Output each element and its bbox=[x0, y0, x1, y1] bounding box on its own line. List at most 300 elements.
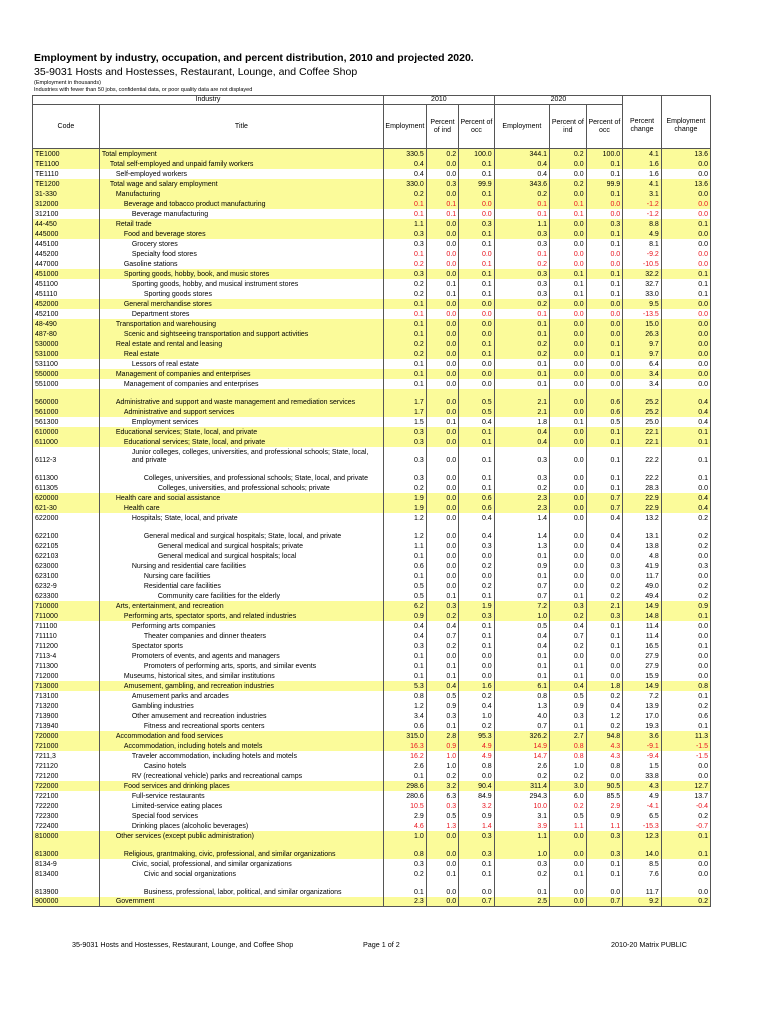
cell-employment-2010: 0.1 bbox=[383, 671, 426, 681]
industry-title: Full-service restaurants bbox=[131, 792, 205, 800]
cell-code: 445100 bbox=[33, 239, 100, 249]
cell-employment-change: 0.1 bbox=[661, 279, 710, 289]
cell-percent-ind-2010: 0.0 bbox=[426, 369, 458, 379]
cell-percent-occ-2010: 0.4 bbox=[459, 513, 495, 523]
cell-title bbox=[99, 219, 383, 229]
cell-percent-change: -9.2 bbox=[623, 249, 662, 259]
table-row bbox=[33, 503, 711, 513]
cell-title bbox=[99, 169, 383, 179]
cell-employment-change: 0.1 bbox=[661, 437, 710, 447]
table-row bbox=[33, 369, 711, 379]
industry-title: Management of companies and enterprises bbox=[115, 370, 251, 378]
cell-code: 713100 bbox=[33, 691, 100, 701]
cell-employment-2020: 6.1 bbox=[494, 681, 549, 691]
table-row bbox=[33, 811, 711, 821]
cell-percent-occ-2010: 0.0 bbox=[459, 299, 495, 309]
cell-code: 711200 bbox=[33, 641, 100, 651]
cell-percent-change: 1.6 bbox=[623, 159, 662, 169]
cell-code: 48-490 bbox=[33, 319, 100, 329]
table-row bbox=[33, 897, 711, 907]
cell-percent-occ-2020: 0.2 bbox=[586, 721, 623, 731]
cell-code: 711300 bbox=[33, 661, 100, 671]
industry-title: Performing arts, spectator sports, and related industries bbox=[123, 612, 297, 620]
cell-percent-occ-2010: 0.1 bbox=[459, 239, 495, 249]
cell-percent-occ-2010: 0.1 bbox=[459, 641, 495, 651]
cell-title bbox=[99, 711, 383, 721]
cell-percent-occ-2010: 0.1 bbox=[459, 437, 495, 447]
cell-percent-ind-2010: 0.1 bbox=[426, 869, 458, 879]
table-row bbox=[33, 513, 711, 523]
cell-percent-change: 22.9 bbox=[623, 503, 662, 513]
cell-employment-2020: 0.4 bbox=[494, 427, 549, 437]
cell-employment-change: 0.0 bbox=[661, 209, 710, 219]
cell-employment-2020: 0.2 bbox=[494, 349, 549, 359]
table-row bbox=[33, 761, 711, 771]
cell-percent-occ-2020: 0.1 bbox=[586, 427, 623, 437]
cell-percent-occ-2020: 0.1 bbox=[586, 631, 623, 641]
cell-employment-2010: 0.4 bbox=[383, 169, 426, 179]
cell-percent-occ-2020: 0.1 bbox=[586, 483, 623, 493]
table-row bbox=[33, 259, 711, 269]
cell-title bbox=[99, 601, 383, 611]
industry-title: Food services and drinking places bbox=[123, 782, 230, 790]
cell-percent-ind-2010: 0.0 bbox=[426, 359, 458, 369]
cell-percent-ind-2020: 0.0 bbox=[550, 513, 587, 523]
cell-percent-ind-2010: 0.0 bbox=[426, 651, 458, 661]
table-row bbox=[33, 771, 711, 781]
table-row bbox=[33, 329, 711, 339]
table-row bbox=[33, 447, 711, 465]
table-row bbox=[33, 631, 711, 641]
cell-employment-2020: 0.2 bbox=[494, 189, 549, 199]
cell-percent-occ-2010: 0.5 bbox=[459, 407, 495, 417]
table-row bbox=[33, 319, 711, 329]
cell-employment-2020: 1.0 bbox=[494, 611, 549, 621]
cell-percent-ind-2020: 0.1 bbox=[550, 269, 587, 279]
table-row bbox=[33, 359, 711, 369]
cell-percent-change: 4.1 bbox=[623, 149, 662, 159]
cell-percent-occ-2010: 0.1 bbox=[459, 189, 495, 199]
cell-title bbox=[99, 189, 383, 199]
cell-employment-change: 0.1 bbox=[661, 269, 710, 279]
cell-code: 710000 bbox=[33, 601, 100, 611]
cell-percent-occ-2010: 84.9 bbox=[459, 791, 495, 801]
table-row bbox=[33, 493, 711, 503]
cell-title bbox=[99, 781, 383, 791]
cell-percent-ind-2010: 0.0 bbox=[426, 561, 458, 571]
cell-percent-occ-2020: 0.0 bbox=[586, 319, 623, 329]
cell-percent-change: 22.9 bbox=[623, 493, 662, 503]
cell-percent-ind-2010: 0.5 bbox=[426, 691, 458, 701]
cell-percent-occ-2020: 0.7 bbox=[586, 503, 623, 513]
cell-percent-ind-2010: 0.5 bbox=[426, 811, 458, 821]
cell-percent-ind-2020: 1.1 bbox=[550, 821, 587, 831]
cell-employment-2020: 0.1 bbox=[494, 319, 549, 329]
cell-code: 8134-9 bbox=[33, 859, 100, 869]
table-row bbox=[33, 289, 711, 299]
cell-employment-2020: 14.9 bbox=[494, 741, 549, 751]
cell-employment-2010: 0.3 bbox=[383, 859, 426, 869]
cell-employment-change: 0.1 bbox=[661, 289, 710, 299]
cell-percent-ind-2010: 0.4 bbox=[426, 681, 458, 691]
cell-percent-ind-2010: 0.0 bbox=[426, 427, 458, 437]
cell-code: 611305 bbox=[33, 483, 100, 493]
cell-percent-occ-2020: 0.1 bbox=[586, 189, 623, 199]
cell-employment-change: 0.0 bbox=[661, 359, 710, 369]
cell-percent-change: 3.1 bbox=[623, 189, 662, 199]
cell-employment-2010: 1.2 bbox=[383, 523, 426, 541]
cell-code: 621-30 bbox=[33, 503, 100, 513]
cell-percent-ind-2020: 0.1 bbox=[550, 591, 587, 601]
cell-percent-ind-2010: 0.1 bbox=[426, 289, 458, 299]
cell-code: 445200 bbox=[33, 249, 100, 259]
cell-code: 447000 bbox=[33, 259, 100, 269]
cell-employment-change: 0.0 bbox=[661, 551, 710, 561]
cell-code: 713200 bbox=[33, 701, 100, 711]
cell-percent-occ-2020: 0.3 bbox=[586, 219, 623, 229]
cell-percent-occ-2010: 0.0 bbox=[459, 359, 495, 369]
cell-employment-2010: 0.3 bbox=[383, 437, 426, 447]
cell-employment-change: 0.2 bbox=[661, 701, 710, 711]
cell-title bbox=[99, 209, 383, 219]
cell-percent-ind-2020: 0.1 bbox=[550, 199, 587, 209]
industry-title: Limited-service eating places bbox=[131, 802, 223, 810]
cell-employment-change: 0.2 bbox=[661, 541, 710, 551]
industry-title: Self-employed workers bbox=[115, 170, 188, 178]
cell-percent-occ-2020: 0.1 bbox=[586, 447, 623, 465]
cell-employment-change: 0.0 bbox=[661, 229, 710, 239]
table-row bbox=[33, 159, 711, 169]
industry-title: Civic, social, professional, and similar organizations bbox=[131, 860, 292, 868]
cell-percent-occ-2010: 0.1 bbox=[459, 279, 495, 289]
cell-percent-ind-2010: 0.0 bbox=[426, 841, 458, 859]
cell-employment-2020: 343.6 bbox=[494, 179, 549, 189]
cell-percent-occ-2020: 85.5 bbox=[586, 791, 623, 801]
cell-percent-occ-2020: 0.1 bbox=[586, 859, 623, 869]
cell-employment-change: 0.0 bbox=[661, 329, 710, 339]
cell-percent-occ-2020: 0.1 bbox=[586, 169, 623, 179]
cell-percent-ind-2010: 0.0 bbox=[426, 513, 458, 523]
cell-employment-2020: 0.4 bbox=[494, 159, 549, 169]
cell-percent-ind-2010: 0.1 bbox=[426, 661, 458, 671]
cell-employment-change: 0.0 bbox=[661, 771, 710, 781]
cell-percent-occ-2020: 0.7 bbox=[586, 493, 623, 503]
cell-employment-2020: 0.1 bbox=[494, 661, 549, 671]
cell-percent-change: 25.2 bbox=[623, 407, 662, 417]
cell-employment-2020: 0.3 bbox=[494, 289, 549, 299]
cell-code: 721120 bbox=[33, 761, 100, 771]
cell-percent-ind-2010: 0.0 bbox=[426, 879, 458, 897]
cell-percent-occ-2010: 0.0 bbox=[459, 551, 495, 561]
cell-percent-occ-2010: 0.1 bbox=[459, 339, 495, 349]
cell-percent-ind-2020: 0.0 bbox=[550, 189, 587, 199]
cell-percent-occ-2010: 0.2 bbox=[459, 721, 495, 731]
cell-employment-2010: 315.0 bbox=[383, 731, 426, 741]
industry-title: Special food services bbox=[131, 812, 198, 820]
cell-percent-occ-2010: 4.9 bbox=[459, 751, 495, 761]
cell-percent-ind-2010: 0.0 bbox=[426, 541, 458, 551]
cell-employment-2010: 280.6 bbox=[383, 791, 426, 801]
cell-percent-ind-2020: 0.0 bbox=[550, 551, 587, 561]
cell-percent-occ-2020: 0.9 bbox=[586, 811, 623, 821]
cell-percent-occ-2020: 0.1 bbox=[586, 269, 623, 279]
cell-percent-occ-2020: 0.8 bbox=[586, 761, 623, 771]
cell-percent-occ-2010: 0.1 bbox=[459, 289, 495, 299]
cell-percent-ind-2010: 0.9 bbox=[426, 741, 458, 751]
cell-percent-occ-2020: 0.0 bbox=[586, 771, 623, 781]
cell-title bbox=[99, 541, 383, 551]
cell-code: 711100 bbox=[33, 621, 100, 631]
cell-percent-ind-2020: 2.7 bbox=[550, 731, 587, 741]
cell-employment-change: 0.0 bbox=[661, 379, 710, 389]
cell-percent-ind-2020: 0.0 bbox=[550, 159, 587, 169]
cell-percent-occ-2020: 0.0 bbox=[586, 879, 623, 897]
cell-percent-occ-2010: 4.9 bbox=[459, 741, 495, 751]
cell-percent-occ-2010: 0.0 bbox=[459, 571, 495, 581]
cell-title bbox=[99, 611, 383, 621]
cell-title bbox=[99, 309, 383, 319]
table-row bbox=[33, 417, 711, 427]
cell-percent-ind-2020: 0.0 bbox=[550, 169, 587, 179]
cell-percent-ind-2020: 0.0 bbox=[550, 581, 587, 591]
cell-code: 312000 bbox=[33, 199, 100, 209]
col-code: Code bbox=[33, 105, 100, 149]
industry-title: Civic and social organizations bbox=[143, 870, 237, 878]
cell-percent-change: 22.1 bbox=[623, 437, 662, 447]
cell-employment-2010: 4.6 bbox=[383, 821, 426, 831]
cell-percent-change: 3.4 bbox=[623, 379, 662, 389]
cell-percent-change: 12.3 bbox=[623, 831, 662, 841]
table-row bbox=[33, 437, 711, 447]
cell-percent-occ-2020: 0.5 bbox=[586, 417, 623, 427]
cell-percent-change: 7.2 bbox=[623, 691, 662, 701]
units-note: (Employment in thousands) bbox=[34, 80, 101, 86]
cell-percent-ind-2010: 0.2 bbox=[426, 641, 458, 651]
cell-percent-ind-2020: 0.5 bbox=[550, 691, 587, 701]
cell-code: 451100 bbox=[33, 279, 100, 289]
cell-percent-ind-2020: 0.2 bbox=[550, 179, 587, 189]
cell-percent-change: 4.8 bbox=[623, 551, 662, 561]
cell-employment-2020: 2.3 bbox=[494, 503, 549, 513]
cell-employment-2020: 10.0 bbox=[494, 801, 549, 811]
cell-code: 622103 bbox=[33, 551, 100, 561]
cell-percent-ind-2020: 6.0 bbox=[550, 791, 587, 801]
cell-percent-occ-2020: 0.0 bbox=[586, 651, 623, 661]
cell-employment-2010: 2.3 bbox=[383, 897, 426, 907]
cell-employment-change: 0.0 bbox=[661, 631, 710, 641]
cell-percent-change: 49.0 bbox=[623, 581, 662, 591]
cell-title bbox=[99, 437, 383, 447]
industry-title: Fitness and recreational sports centers bbox=[143, 722, 265, 730]
cell-title bbox=[99, 791, 383, 801]
cell-percent-ind-2020: 0.0 bbox=[550, 503, 587, 513]
cell-employment-change: 0.0 bbox=[661, 189, 710, 199]
cell-code: 623000 bbox=[33, 561, 100, 571]
cell-percent-change: 7.6 bbox=[623, 869, 662, 879]
cell-percent-occ-2020: 0.4 bbox=[586, 541, 623, 551]
cell-code: 813000 bbox=[33, 841, 100, 859]
header-blank-2 bbox=[661, 96, 710, 105]
cell-title bbox=[99, 661, 383, 671]
cell-percent-occ-2020: 0.1 bbox=[586, 465, 623, 483]
cell-percent-occ-2020: 0.0 bbox=[586, 379, 623, 389]
cell-percent-ind-2020: 0.0 bbox=[550, 339, 587, 349]
table-row bbox=[33, 721, 711, 731]
cell-percent-occ-2020: 0.6 bbox=[586, 389, 623, 407]
cell-employment-change: 0.2 bbox=[661, 523, 710, 541]
cell-percent-occ-2010: 0.1 bbox=[459, 869, 495, 879]
cell-percent-occ-2010: 0.1 bbox=[459, 349, 495, 359]
cell-code: 7113-4 bbox=[33, 651, 100, 661]
table-row bbox=[33, 349, 711, 359]
page-subtitle: 35-9031 Hosts and Hostesses, Restaurant, Lounge, and Coffee Shop bbox=[34, 66, 358, 78]
industry-title: Nursing and residential care facilities bbox=[131, 562, 246, 570]
cell-code: 6112-3 bbox=[33, 447, 100, 465]
cell-title bbox=[99, 299, 383, 309]
cell-employment-2020: 0.2 bbox=[494, 259, 549, 269]
cell-employment-2020: 1.1 bbox=[494, 831, 549, 841]
industry-title: Real estate and rental and leasing bbox=[115, 340, 223, 348]
cell-percent-change: 14.8 bbox=[623, 611, 662, 621]
cell-employment-2010: 0.1 bbox=[383, 879, 426, 897]
cell-percent-ind-2010: 0.2 bbox=[426, 771, 458, 781]
cell-percent-occ-2020: 0.6 bbox=[586, 407, 623, 417]
cell-percent-change: -9.4 bbox=[623, 751, 662, 761]
col-title: Title bbox=[99, 105, 383, 149]
cell-code: 6232-9 bbox=[33, 581, 100, 591]
cell-title bbox=[99, 369, 383, 379]
cell-percent-change: 17.0 bbox=[623, 711, 662, 721]
cell-code: 452100 bbox=[33, 309, 100, 319]
cell-title bbox=[99, 561, 383, 571]
cell-employment-change: 0.0 bbox=[661, 671, 710, 681]
cell-employment-2010: 0.3 bbox=[383, 427, 426, 437]
industry-title: Department stores bbox=[131, 310, 190, 318]
cell-employment-2010: 1.1 bbox=[383, 541, 426, 551]
cell-percent-ind-2010: 0.0 bbox=[426, 219, 458, 229]
cell-employment-change: 0.0 bbox=[661, 621, 710, 631]
table-row bbox=[33, 731, 711, 741]
cell-percent-ind-2020: 0.0 bbox=[550, 541, 587, 551]
cell-employment-2010: 0.8 bbox=[383, 841, 426, 859]
industry-title: General medical and surgical hospitals; local bbox=[157, 552, 297, 560]
cell-employment-2010: 1.9 bbox=[383, 503, 426, 513]
cell-employment-2010: 0.1 bbox=[383, 571, 426, 581]
cell-percent-occ-2010: 0.4 bbox=[459, 417, 495, 427]
cell-percent-change: 26.3 bbox=[623, 329, 662, 339]
table-row bbox=[33, 269, 711, 279]
cell-percent-ind-2010: 0.1 bbox=[426, 417, 458, 427]
cell-employment-2020: 0.3 bbox=[494, 279, 549, 289]
cell-percent-ind-2020: 0.0 bbox=[550, 319, 587, 329]
cell-percent-change: 1.6 bbox=[623, 169, 662, 179]
cell-employment-2020: 2.6 bbox=[494, 761, 549, 771]
cell-percent-change: 41.9 bbox=[623, 561, 662, 571]
cell-percent-ind-2020: 0.1 bbox=[550, 209, 587, 219]
cell-title bbox=[99, 571, 383, 581]
table-row bbox=[33, 551, 711, 561]
cell-employment-change: 0.0 bbox=[661, 651, 710, 661]
table-row bbox=[33, 691, 711, 701]
cell-code: 620000 bbox=[33, 493, 100, 503]
cell-percent-ind-2020: 0.0 bbox=[550, 219, 587, 229]
cell-percent-ind-2010: 0.0 bbox=[426, 493, 458, 503]
cell-employment-2020: 0.1 bbox=[494, 879, 549, 897]
cell-employment-2020: 3.9 bbox=[494, 821, 549, 831]
cell-percent-occ-2010: 0.6 bbox=[459, 493, 495, 503]
cell-title bbox=[99, 761, 383, 771]
cell-percent-occ-2020: 0.4 bbox=[586, 701, 623, 711]
cell-title bbox=[99, 179, 383, 189]
cell-employment-2010: 0.1 bbox=[383, 771, 426, 781]
cell-employment-2010: 0.2 bbox=[383, 259, 426, 269]
cell-title bbox=[99, 329, 383, 339]
cell-title bbox=[99, 407, 383, 417]
cell-employment-change: -1.5 bbox=[661, 741, 710, 751]
cell-title bbox=[99, 503, 383, 513]
cell-percent-ind-2020: 0.2 bbox=[550, 641, 587, 651]
cell-percent-change: 27.9 bbox=[623, 661, 662, 671]
cell-percent-occ-2010: 0.3 bbox=[459, 841, 495, 859]
cell-percent-change: 13.9 bbox=[623, 701, 662, 711]
cell-percent-occ-2010: 0.1 bbox=[459, 483, 495, 493]
cell-employment-2020: 0.7 bbox=[494, 721, 549, 731]
cell-percent-ind-2010: 0.0 bbox=[426, 319, 458, 329]
cell-percent-ind-2020: 0.1 bbox=[550, 721, 587, 731]
cell-code: 713000 bbox=[33, 681, 100, 691]
industry-title: Management of companies and enterprises bbox=[123, 380, 259, 388]
cell-percent-occ-2010: 0.8 bbox=[459, 761, 495, 771]
cell-percent-occ-2020: 1.8 bbox=[586, 681, 623, 691]
cell-percent-ind-2020: 0.7 bbox=[550, 631, 587, 641]
cell-percent-occ-2020: 0.4 bbox=[586, 523, 623, 541]
cell-employment-2020: 344.1 bbox=[494, 149, 549, 159]
cell-percent-occ-2010: 0.0 bbox=[459, 209, 495, 219]
cell-code: 721000 bbox=[33, 741, 100, 751]
cell-percent-occ-2010: 0.0 bbox=[459, 249, 495, 259]
cell-percent-occ-2010: 0.3 bbox=[459, 219, 495, 229]
industry-title: Accommodation, including hotels and motels bbox=[123, 742, 263, 750]
cell-percent-change: 11.4 bbox=[623, 621, 662, 631]
cell-title bbox=[99, 259, 383, 269]
cell-percent-ind-2020: 0.0 bbox=[550, 349, 587, 359]
industry-title: General merchandise stores bbox=[123, 300, 212, 308]
cell-code: 813400 bbox=[33, 869, 100, 879]
cell-employment-2010: 0.4 bbox=[383, 621, 426, 631]
header-2020: 2020 bbox=[494, 96, 622, 105]
table-row bbox=[33, 859, 711, 869]
cell-percent-occ-2020: 90.5 bbox=[586, 781, 623, 791]
cell-code: 7211,3 bbox=[33, 751, 100, 761]
cell-employment-2010: 0.1 bbox=[383, 319, 426, 329]
cell-employment-2020: 0.1 bbox=[494, 309, 549, 319]
cell-percent-occ-2020: 0.1 bbox=[586, 289, 623, 299]
cell-employment-change: 0.2 bbox=[661, 897, 710, 907]
cell-percent-change: 13.8 bbox=[623, 541, 662, 551]
cell-employment-change: 13.6 bbox=[661, 179, 710, 189]
cell-percent-change: 9.5 bbox=[623, 299, 662, 309]
cell-percent-change: 6.5 bbox=[623, 811, 662, 821]
cell-percent-ind-2010: 0.0 bbox=[426, 465, 458, 483]
cell-percent-ind-2020: 0.0 bbox=[550, 389, 587, 407]
cell-percent-ind-2020: 0.9 bbox=[550, 701, 587, 711]
cell-employment-2020: 0.1 bbox=[494, 379, 549, 389]
cell-percent-occ-2020: 0.0 bbox=[586, 299, 623, 309]
cell-code: 712000 bbox=[33, 671, 100, 681]
cell-title bbox=[99, 359, 383, 369]
cell-percent-occ-2020: 0.0 bbox=[586, 359, 623, 369]
cell-percent-ind-2010: 0.4 bbox=[426, 621, 458, 631]
